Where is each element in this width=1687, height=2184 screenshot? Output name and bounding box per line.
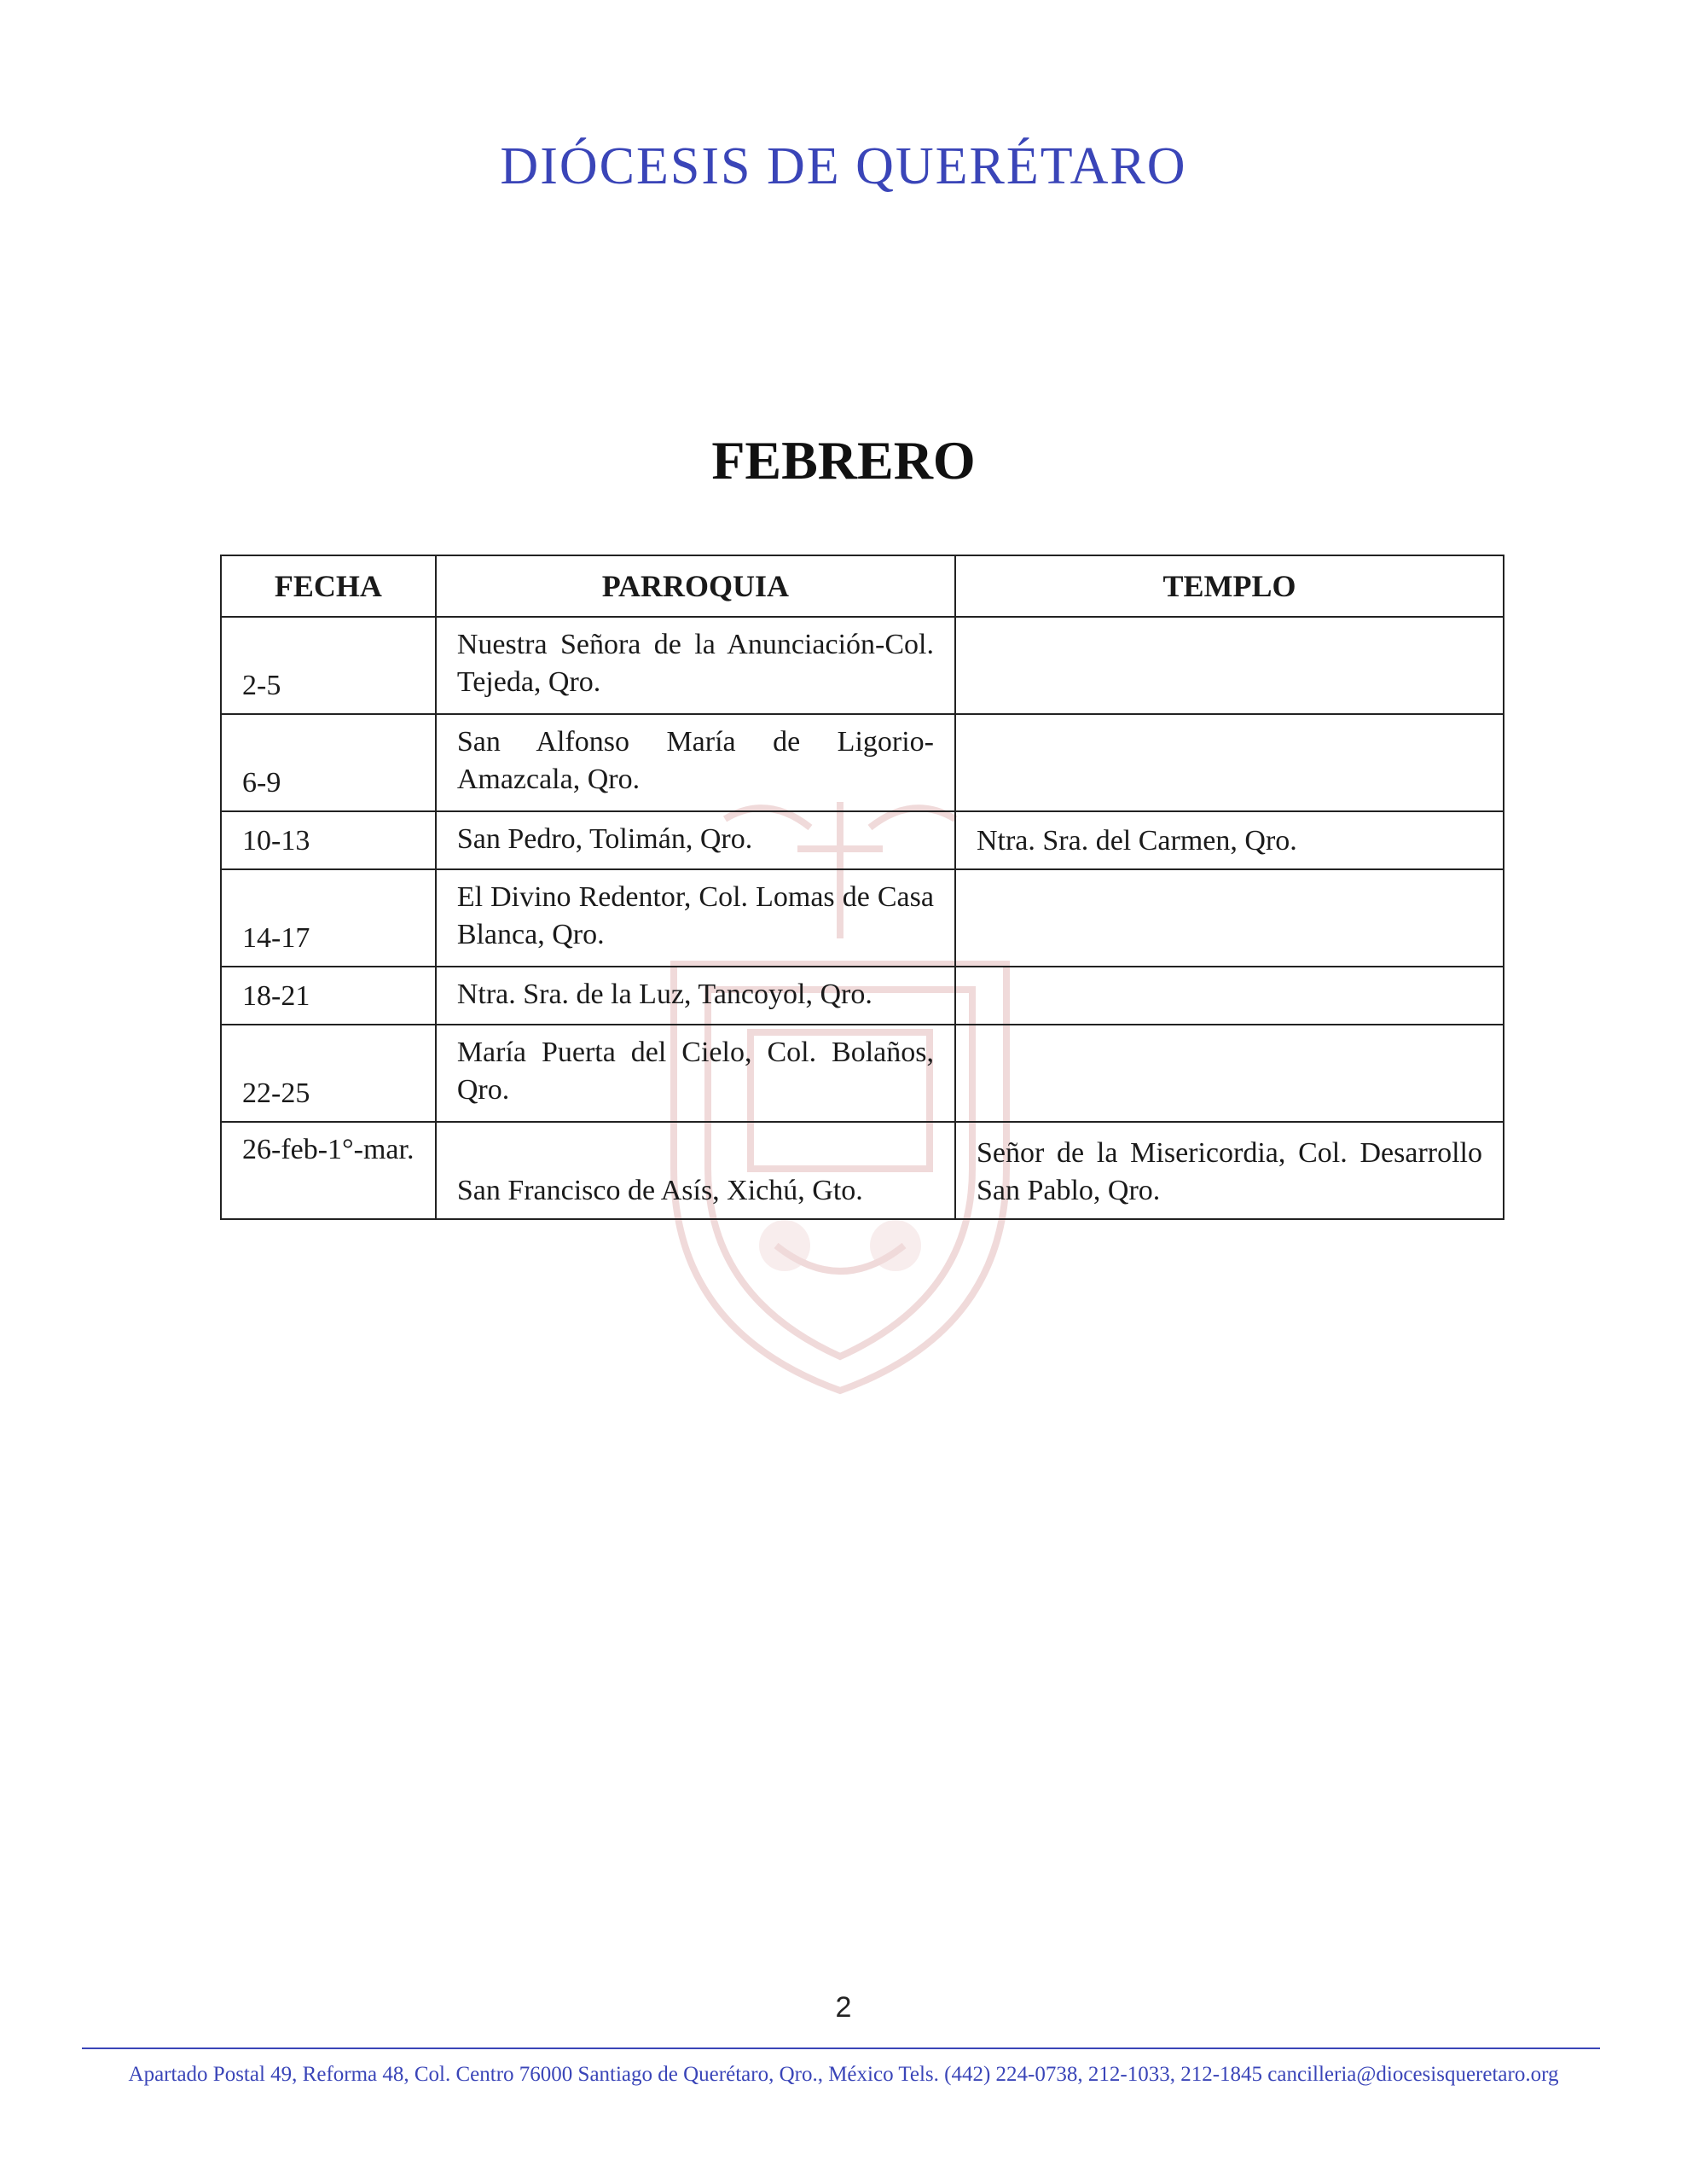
cell-fecha: 2-5 [221, 617, 436, 714]
cell-parroquia: Ntra. Sra. de la Luz, Tancoyol, Qro. [436, 967, 955, 1025]
cell-fecha: 22-25 [221, 1025, 436, 1122]
cell-templo: Ntra. Sra. del Carmen, Qro. [955, 811, 1504, 869]
header-fecha: FECHA [221, 555, 436, 617]
footer-address: Apartado Postal 49, Reforma 48, Col. Centro 76000 Santiago de Querétaro, Qro., México Tels. (442) 224-0738, 212-1033, 212-1845 cancilleria@diocesisqueretaro.org [128, 2063, 1559, 2086]
cell-templo [955, 967, 1504, 1025]
cell-parroquia: San Pedro, Tolimán, Qro. [436, 811, 955, 869]
footer-divider [82, 2048, 1600, 2049]
cell-templo [955, 617, 1504, 714]
table-row [221, 1025, 1504, 1122]
cell-parroquia: María Puerta del Cielo, Col. Bolaños, Qro. [436, 1025, 955, 1122]
cell-parroquia: San Alfonso María de Ligorio-Amazcala, Qro. [436, 714, 955, 811]
cell-templo [955, 714, 1504, 811]
table-row [221, 811, 1504, 869]
schedule-table [220, 555, 1504, 1220]
cell-templo [955, 1025, 1504, 1122]
cell-fecha: 18-21 [221, 967, 436, 1025]
cell-parroquia: San Francisco de Asís, Xichú, Gto. [436, 1122, 955, 1219]
header-parroquia: PARROQUIA [436, 555, 955, 617]
table-row [221, 1122, 1504, 1219]
page-number: 2 [835, 1991, 852, 2024]
table-header-row [221, 555, 1504, 617]
cell-fecha: 10-13 [221, 811, 436, 869]
table-row [221, 714, 1504, 811]
cell-templo [955, 869, 1504, 967]
header-templo: TEMPLO [955, 555, 1504, 617]
table-row [221, 967, 1504, 1025]
cell-fecha: 14-17 [221, 869, 436, 967]
diocese-title: DIÓCESIS DE QUERÉTARO [500, 137, 1187, 195]
cell-fecha: 26-feb-1°-mar. [221, 1122, 436, 1219]
month-title: FEBRERO [711, 430, 976, 491]
cell-parroquia: Nuestra Señora de la Anunciación-Col. Tejeda, Qro. [436, 617, 955, 714]
cell-parroquia: El Divino Redentor, Col. Lomas de Casa Blanca, Qro. [436, 869, 955, 967]
table-row [221, 617, 1504, 714]
table-row [221, 869, 1504, 967]
cell-templo: Señor de la Misericordia, Col. Desarrollo San Pablo, Qro. [955, 1122, 1504, 1219]
cell-fecha: 6-9 [221, 714, 436, 811]
